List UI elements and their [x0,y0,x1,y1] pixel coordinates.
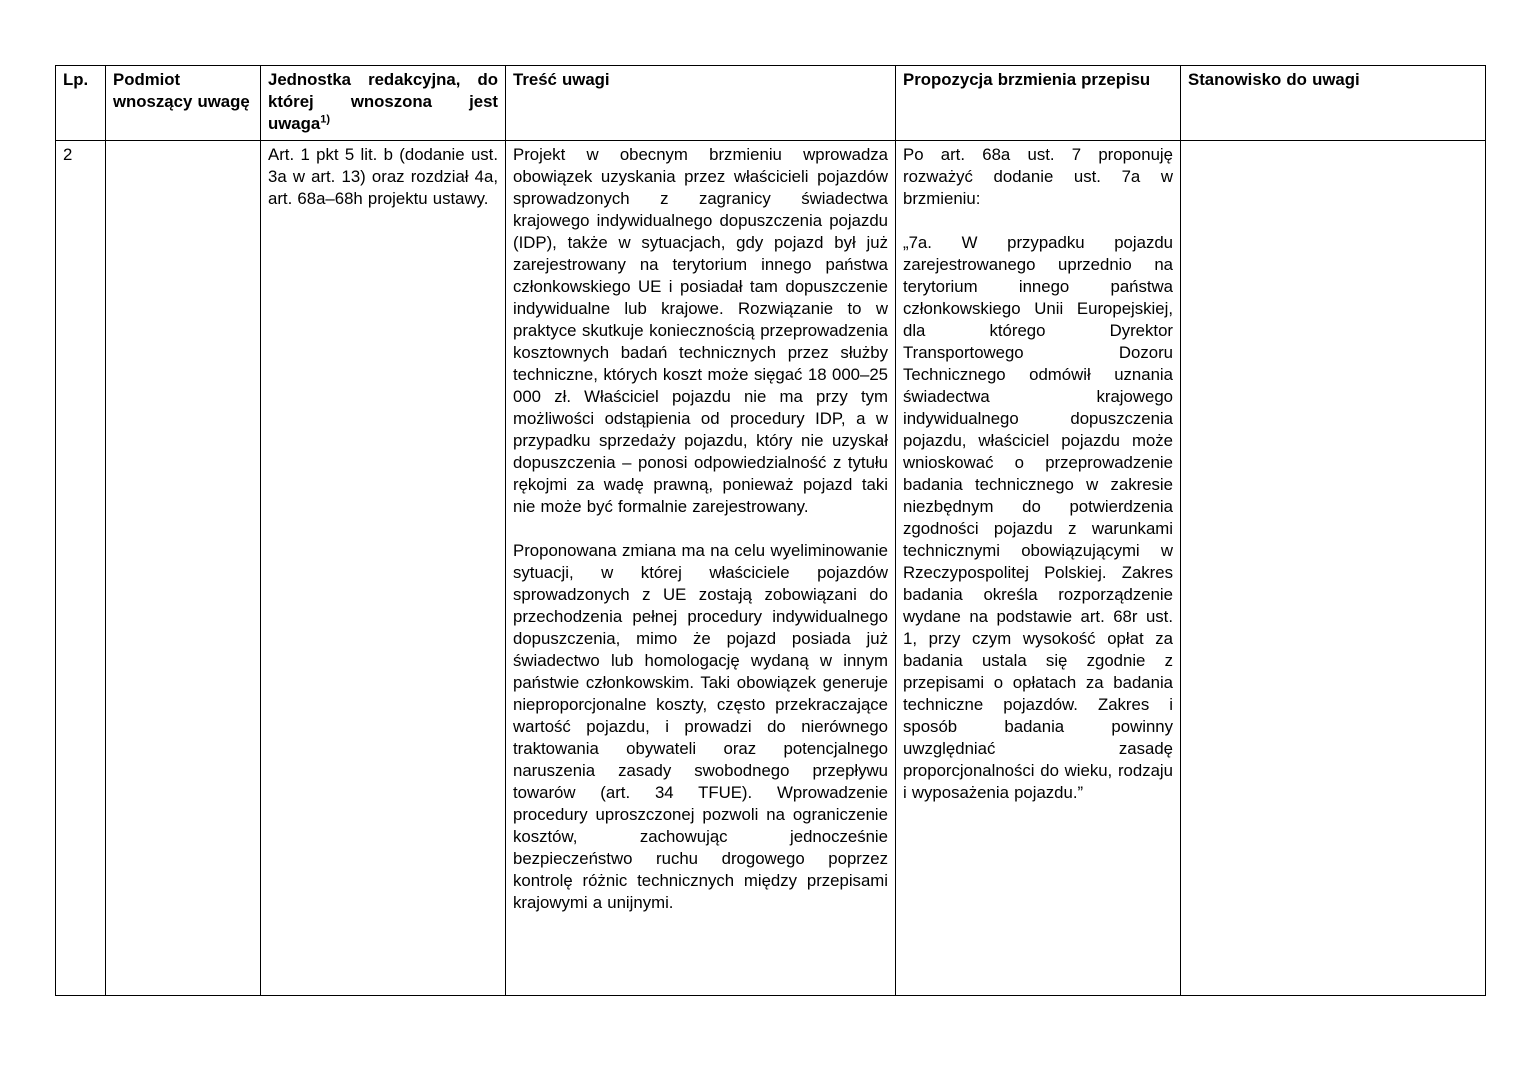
cell-podmiot [106,141,261,996]
header-jednostka-label: Jednostka redakcyjna, do której wnoszona jest uwaga [268,70,498,133]
cell-lp: 2 [56,141,106,996]
propozycja-paragraph-1: Po art. 68a ust. 7 proponuję rozważyć dodanie ust. 7a w brzmieniu: [903,145,1173,208]
header-cell-podmiot: Podmiot wnoszący uwagę [106,66,261,141]
tresc-paragraph-2: Proponowana zmiana ma na celu wyeliminowanie sytuacji, w której właściciele pojazdów sprowadzonych z UE zostają zobowiązani do przechodzenia pełnej procedury indywidualnego dopuszczenia, mimo że pojazd posiada już świadectwo lub homologację wydaną w innym państwie członkowskim. Taki obowiązek generuje nieproporcjonalne koszty, często przekraczające wartość pojazdu, i prowadzi do nierównego traktowania obywateli oraz potencjalnego naruszenia zasady swobodnego przepływu towarów (art. 34 TFUE). Wprowadzenie procedury uproszczonej pozwoli na ograniczenie kosztów, zachowując jednocześnie bezpieczeństwo ruchu drogowego poprzez kontrolę różnic technicznych między przepisami krajowymi a unijnymi. [513,541,888,912]
header-cell-tresc: Treść uwagi [506,66,896,141]
header-jednostka-footnote-marker: 1) [320,113,331,126]
propozycja-paragraph-2: „7a. W przypadku pojazdu zarejestrowanego uprzednio na terytorium innego państwa członkowskiego Unii Europejskiej, dla którego Dyrektor Transportowego Dozoru Technicznego odmówił uznania świadectwa krajowego indywidualnego dopuszczenia pojazdu, właściciel pojazdu może wnioskować o przeprowadzenie badania technicznego w zakresie niezbędnym do potwierdzenia zgodności pojazdu z warunkami technicznymi obowiązującymi w Rzeczypospolitej Polskiej. Zakres badania określa rozporządzenie wydane na podstawie art. 68r ust. 1, przy czym wysokość opłat za badania ustala się zgodnie z przepisami o opłatach za badania techniczne pojazdów. Zakres i sposób badania powinny uwzględniać zasadę proporcjonalności do wieku, rodzaju i wyposażenia pojazdu.” [903,233,1173,802]
table-header-row [56,66,1486,141]
comments-review-table [55,65,1486,996]
header-cell-stanowisko: Stanowisko do uwagi [1181,66,1486,141]
cell-jednostka: Art. 1 pkt 5 lit. b (dodanie ust. 3a w art. 13) oraz rozdział 4a, art. 68a–68h projektu ustawy. [261,141,506,996]
header-cell-lp: Lp. [56,66,106,141]
header-cell-propozycja: Propozycja brzmienia przepisu [896,66,1181,141]
table-row [56,141,1486,996]
header-cell-jednostka [261,66,506,141]
cell-tresc [506,141,896,996]
tresc-paragraph-1: Projekt w obecnym brzmieniu wprowadza obowiązek uzyskania przez właścicieli pojazdów sprowadzonych z zagranicy świadectwa krajowego indywidualnego dopuszczenia pojazdu (IDP), także w sytuacjach, gdy pojazd był już zarejestrowany na terytorium innego państwa członkowskiego UE i posiadał tam dopuszczenie indywidualne lub krajowe. Rozwiązanie to w praktyce skutkuje koniecznością przeprowadzenia kosztownych badań technicznych przez służby techniczne, których koszt może sięgać 18 000–25 000 zł. Właściciel pojazdu nie ma przy tym możliwości odstąpienia od procedury IDP, a w przypadku sprzedaży pojazdu, który nie uzyskał dopuszczenia – ponosi odpowiedzialność z tytułu rękojmi za wadę prawną, ponieważ pojazd taki nie może być formalnie zarejestrowany. [513,145,888,516]
cell-propozycja [896,141,1181,996]
cell-stanowisko [1181,141,1486,996]
